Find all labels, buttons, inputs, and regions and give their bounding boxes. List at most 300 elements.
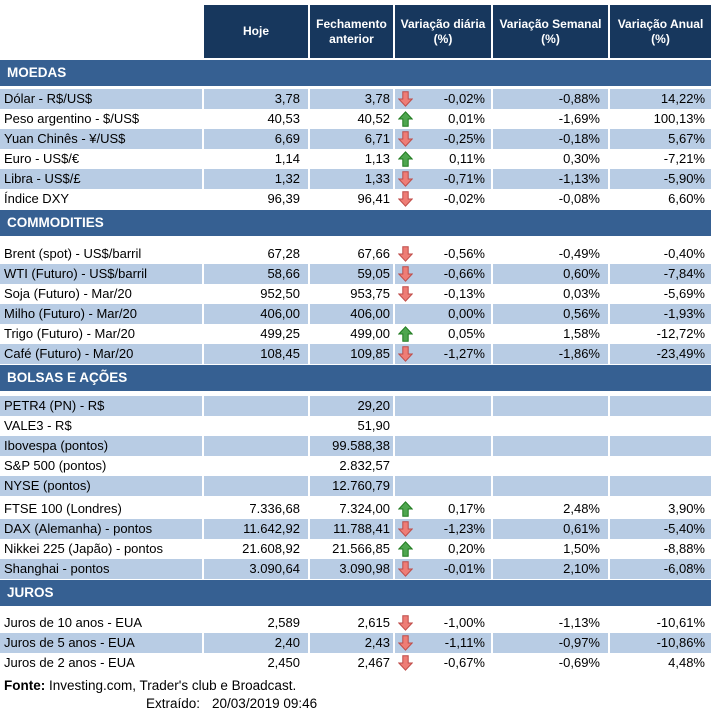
cell-value: -1,13% xyxy=(558,171,600,186)
cell-value: -0,08% xyxy=(558,191,600,206)
cell-var_semanal xyxy=(493,653,610,673)
cell-value: -0,02% xyxy=(443,191,485,206)
cell-var_semanal xyxy=(493,436,610,456)
cell-value: Dólar - R$/US$ xyxy=(4,91,93,106)
cell-var_anual xyxy=(610,613,711,633)
table-row-s-p-500-pontos xyxy=(0,456,711,476)
cell-value: 2,589 xyxy=(267,615,300,630)
cell-hoje xyxy=(204,559,310,579)
table-row-yuan-chin-s-us xyxy=(0,129,711,149)
cell-var_anual xyxy=(610,476,711,496)
cell-value: 7.324,00 xyxy=(339,501,390,516)
cell-var_semanal xyxy=(493,499,610,519)
cell-value: 499,00 xyxy=(350,326,390,341)
cell-value: 1,14 xyxy=(274,151,300,166)
cell-var_diaria xyxy=(395,324,493,344)
cell-var_semanal xyxy=(493,559,610,579)
cell-label xyxy=(0,284,204,304)
cell-var_anual xyxy=(610,284,711,304)
cell-value: WTI (Futuro) - US$/barril xyxy=(4,266,148,281)
cell-var_diaria xyxy=(395,244,493,264)
cell-value: 29,20 xyxy=(357,398,390,413)
down-arrow-icon xyxy=(398,521,413,537)
cell-hoje xyxy=(204,304,310,324)
cell-label xyxy=(0,436,204,456)
cell-value: Soja (Futuro) - Mar/20 xyxy=(4,286,132,301)
down-arrow-icon xyxy=(398,171,413,187)
header-hoje: Hoje xyxy=(204,5,310,58)
cell-fechamento xyxy=(310,169,395,189)
cell-value: 0,56% xyxy=(563,306,600,321)
cell-hoje xyxy=(204,149,310,169)
cell-value: 3.090,64 xyxy=(249,561,300,576)
table-row-ftse-100-londres xyxy=(0,499,711,519)
cell-value: 67,66 xyxy=(357,246,390,261)
cell-fechamento xyxy=(310,189,395,209)
cell-var_diaria xyxy=(395,129,493,149)
cell-label xyxy=(0,344,204,364)
cell-value: 1,58% xyxy=(563,326,600,341)
cell-var_semanal xyxy=(493,324,610,344)
down-arrow-icon xyxy=(398,615,413,631)
cell-value: 2,43 xyxy=(364,635,390,650)
up-arrow-icon xyxy=(398,151,413,167)
cell-fechamento xyxy=(310,539,395,559)
cell-var_anual xyxy=(610,344,711,364)
footer xyxy=(0,678,711,711)
cell-value: 96,39 xyxy=(267,191,300,206)
cell-label xyxy=(0,89,204,109)
cell-value: -5,40% xyxy=(663,521,705,536)
table-row-nikkei-225-jap-o-pontos xyxy=(0,539,711,559)
cell-var_semanal xyxy=(493,109,610,129)
cell-var_semanal xyxy=(493,633,610,653)
cell-var_diaria xyxy=(395,169,493,189)
cell-value: 1,50% xyxy=(563,541,600,556)
cell-fechamento xyxy=(310,129,395,149)
cell-value: -0,88% xyxy=(558,91,600,106)
cell-value: S&P 500 (pontos) xyxy=(4,458,107,473)
cell-hoje xyxy=(204,396,310,416)
cell-var_diaria xyxy=(395,304,493,324)
cell-var_diaria xyxy=(395,284,493,304)
cell-var_anual xyxy=(610,89,711,109)
table-row-d-lar-r-us xyxy=(0,89,711,109)
cell-var_diaria xyxy=(395,89,493,109)
header-fechamento-anterior: Fechamento anterior xyxy=(310,5,395,58)
cell-value: Índice DXY xyxy=(4,191,70,206)
cell-var_diaria xyxy=(395,149,493,169)
cell-var_diaria xyxy=(395,539,493,559)
table-row-euro-us xyxy=(0,149,711,169)
cell-value: 12.760,79 xyxy=(332,478,390,493)
cell-var_semanal xyxy=(493,89,610,109)
cell-var_anual xyxy=(610,539,711,559)
cell-var_diaria xyxy=(395,436,493,456)
cell-hoje xyxy=(204,129,310,149)
cell-fechamento xyxy=(310,559,395,579)
cell-fechamento xyxy=(310,344,395,364)
cell-hoje xyxy=(204,539,310,559)
cell-var_semanal xyxy=(493,149,610,169)
cell-fechamento xyxy=(310,89,395,109)
cell-var_anual xyxy=(610,499,711,519)
cell-var_anual xyxy=(610,129,711,149)
cell-hoje xyxy=(204,189,310,209)
cell-var_semanal xyxy=(493,613,610,633)
cell-value: -0,66% xyxy=(443,266,485,281)
cell-label xyxy=(0,613,204,633)
cell-value: FTSE 100 (Londres) xyxy=(4,501,122,516)
cell-value: 59,05 xyxy=(357,266,390,281)
cell-value: PETR4 (PN) - R$ xyxy=(4,398,105,413)
cell-value: 2,467 xyxy=(357,655,390,670)
cell-fechamento xyxy=(310,284,395,304)
section-header-commodities: COMMODITIES xyxy=(0,210,711,236)
cell-value: Nikkei 225 (Japão) - pontos xyxy=(4,541,163,556)
cell-value: -5,90% xyxy=(663,171,705,186)
cell-value: -0,97% xyxy=(558,635,600,650)
cell-fechamento xyxy=(310,436,395,456)
cell-fechamento xyxy=(310,476,395,496)
cell-var_semanal xyxy=(493,396,610,416)
cell-fechamento xyxy=(310,149,395,169)
cell-var_anual xyxy=(610,456,711,476)
cell-var_semanal xyxy=(493,456,610,476)
cell-value: DAX (Alemanha) - pontos xyxy=(4,521,153,536)
cell-var_semanal xyxy=(493,129,610,149)
cell-label xyxy=(0,456,204,476)
cell-var_semanal xyxy=(493,519,610,539)
cell-value: -0,69% xyxy=(558,655,600,670)
table-row-juros-de-10-anos-eua xyxy=(0,613,711,633)
table-row-nyse-pontos xyxy=(0,476,711,496)
cell-var_anual xyxy=(610,633,711,653)
section-header-bolsas-e-a-es: BOLSAS E AÇÕES xyxy=(0,365,711,391)
table-row-shanghai-pontos xyxy=(0,559,711,579)
table-body xyxy=(0,60,711,673)
cell-value: Trigo (Futuro) - Mar/20 xyxy=(4,326,135,341)
cell-fechamento xyxy=(310,499,395,519)
cell-value: 0,11% xyxy=(449,151,485,166)
table-row-caf-futuro-mar-20 xyxy=(0,344,711,364)
cell-hoje xyxy=(204,436,310,456)
section-rows xyxy=(0,89,711,209)
down-arrow-icon xyxy=(398,346,413,362)
cell-var_semanal xyxy=(493,264,610,284)
cell-fechamento xyxy=(310,109,395,129)
source-text: Investing.com, Trader's club e Broadcast. xyxy=(45,678,297,693)
cell-hoje xyxy=(204,456,310,476)
section-bolsas-e-a-es xyxy=(0,365,711,579)
down-arrow-icon xyxy=(398,286,413,302)
cell-value: -7,84% xyxy=(663,266,705,281)
cell-value: 21.566,85 xyxy=(332,541,390,556)
cell-value: -1,23% xyxy=(443,521,485,536)
cell-value: -1,27% xyxy=(443,346,485,361)
header-variacao-diaria: Variação diária (%) xyxy=(395,5,493,58)
cell-value: -8,88% xyxy=(663,541,705,556)
down-arrow-icon xyxy=(398,635,413,651)
cell-value: -1,00% xyxy=(443,615,485,630)
cell-value: -1,69% xyxy=(558,111,600,126)
section-moedas xyxy=(0,60,711,209)
table-row-petr4-pn-r xyxy=(0,396,711,416)
cell-var_diaria xyxy=(395,519,493,539)
cell-value: -1,86% xyxy=(558,346,600,361)
cell-value: 3,90% xyxy=(668,501,705,516)
cell-var_anual xyxy=(610,653,711,673)
cell-label xyxy=(0,539,204,559)
cell-var_anual xyxy=(610,304,711,324)
cell-hoje xyxy=(204,169,310,189)
cell-label xyxy=(0,519,204,539)
cell-value: -1,11% xyxy=(444,635,485,650)
cell-value: Milho (Futuro) - Mar/20 xyxy=(4,306,137,321)
cell-value: 96,41 xyxy=(357,191,390,206)
up-arrow-icon xyxy=(398,326,413,342)
cell-hoje xyxy=(204,324,310,344)
cell-value: -0,67% xyxy=(443,655,485,670)
cell-fechamento xyxy=(310,396,395,416)
down-arrow-icon xyxy=(398,91,413,107)
cell-label xyxy=(0,324,204,344)
cell-value: -1,93% xyxy=(663,306,705,321)
cell-value: 0,05% xyxy=(448,326,485,341)
cell-fechamento xyxy=(310,264,395,284)
cell-value: 2,615 xyxy=(357,615,390,630)
cell-var_anual xyxy=(610,519,711,539)
cell-var_diaria xyxy=(395,396,493,416)
cell-label xyxy=(0,149,204,169)
cell-fechamento xyxy=(310,244,395,264)
cell-value: 3,78 xyxy=(364,91,390,106)
cell-value: 11.642,92 xyxy=(243,521,300,536)
cell-value: 51,90 xyxy=(357,418,390,433)
cell-var_anual xyxy=(610,436,711,456)
cell-value: 2,40 xyxy=(274,635,300,650)
cell-fechamento xyxy=(310,324,395,344)
cell-value: 2,450 xyxy=(267,655,300,670)
cell-value: 0,00% xyxy=(448,306,485,321)
cell-hoje xyxy=(204,264,310,284)
cell-fechamento xyxy=(310,519,395,539)
cell-value: -0,71% xyxy=(443,171,485,186)
cell-value: 109,85 xyxy=(350,346,390,361)
cell-label xyxy=(0,304,204,324)
cell-var_anual xyxy=(610,324,711,344)
header-variacao-anual: Variação Anual (%) xyxy=(610,5,711,58)
cell-var_semanal xyxy=(493,244,610,264)
cell-var_anual xyxy=(610,109,711,129)
cell-value: -6,08% xyxy=(663,561,705,576)
cell-value: 406,00 xyxy=(350,306,390,321)
table-row-milho-futuro-mar-20 xyxy=(0,304,711,324)
cell-value: -0,56% xyxy=(443,246,485,261)
cell-label xyxy=(0,633,204,653)
cell-value: 2,10% xyxy=(563,561,600,576)
extracted-label: Extraído: xyxy=(146,696,201,711)
cell-value: Brent (spot) - US$/barril xyxy=(4,246,142,261)
cell-label xyxy=(0,169,204,189)
cell-value: 2.832,57 xyxy=(339,458,390,473)
cell-value: Ibovespa (pontos) xyxy=(4,438,109,453)
down-arrow-icon xyxy=(398,191,413,207)
cell-value: -0,25% xyxy=(443,131,485,146)
down-arrow-icon xyxy=(398,246,413,262)
table-row-brent-spot-us-barril xyxy=(0,244,711,264)
cell-value: 0,20% xyxy=(448,541,485,556)
section-header-moedas: MOEDAS xyxy=(0,60,711,86)
cell-hoje xyxy=(204,613,310,633)
cell-fechamento xyxy=(310,456,395,476)
cell-value: -1,13% xyxy=(558,615,600,630)
cell-value: -0,13% xyxy=(443,286,485,301)
cell-var_diaria xyxy=(395,189,493,209)
cell-value: Euro - US$/€ xyxy=(4,151,80,166)
cell-var_anual xyxy=(610,169,711,189)
table-row-libra-us xyxy=(0,169,711,189)
table-row-dax-alemanha-pontos xyxy=(0,519,711,539)
cell-value: Café (Futuro) - Mar/20 xyxy=(4,346,134,361)
cell-value: 0,03% xyxy=(563,286,600,301)
cell-value: Juros de 5 anos - EUA xyxy=(4,635,135,650)
cell-var_diaria xyxy=(395,344,493,364)
table-header-row xyxy=(0,5,711,58)
up-arrow-icon xyxy=(398,501,413,517)
cell-hoje xyxy=(204,499,310,519)
cell-var_diaria xyxy=(395,456,493,476)
table-row-juros-de-5-anos-eua xyxy=(0,633,711,653)
cell-var_anual xyxy=(610,416,711,436)
cell-value: Juros de 2 anos - EUA xyxy=(4,655,135,670)
cell-value: Juros de 10 anos - EUA xyxy=(4,615,143,630)
cell-value: 0,61% xyxy=(563,521,600,536)
cell-value: 40,52 xyxy=(357,111,390,126)
cell-var_semanal xyxy=(493,189,610,209)
cell-value: Libra - US$/£ xyxy=(4,171,81,186)
cell-var_diaria xyxy=(395,476,493,496)
header-empty-cell xyxy=(0,5,204,58)
cell-value: -0,02% xyxy=(443,91,485,106)
table-row-soja-futuro-mar-20 xyxy=(0,284,711,304)
down-arrow-icon xyxy=(398,131,413,147)
cell-value: 5,67% xyxy=(668,131,705,146)
cell-value: 953,75 xyxy=(350,286,390,301)
down-arrow-icon xyxy=(398,266,413,282)
cell-hoje xyxy=(204,284,310,304)
cell-fechamento xyxy=(310,613,395,633)
cell-value: 100,13% xyxy=(653,111,705,126)
cell-value: 6,60% xyxy=(668,191,705,206)
cell-value: -0,49% xyxy=(558,246,600,261)
cell-value: -12,72% xyxy=(656,326,705,341)
cell-hoje xyxy=(204,633,310,653)
cell-var_diaria xyxy=(395,613,493,633)
cell-value: 1,32 xyxy=(274,171,300,186)
cell-var_diaria xyxy=(395,559,493,579)
cell-var_anual xyxy=(610,264,711,284)
cell-fechamento xyxy=(310,653,395,673)
cell-fechamento xyxy=(310,304,395,324)
cell-value: 40,53 xyxy=(267,111,300,126)
cell-var_semanal xyxy=(493,169,610,189)
section-juros xyxy=(0,580,711,673)
cell-value: 0,17% xyxy=(448,501,485,516)
cell-var_semanal xyxy=(493,539,610,559)
cell-value: 952,50 xyxy=(260,286,300,301)
cell-var_anual xyxy=(610,396,711,416)
cell-value: 3.090,98 xyxy=(339,561,390,576)
cell-var_diaria xyxy=(395,499,493,519)
cell-value: NYSE (pontos) xyxy=(4,478,91,493)
cell-hoje xyxy=(204,109,310,129)
cell-value: Yuan Chinês - ¥/US$ xyxy=(4,131,126,146)
cell-value: 3,78 xyxy=(274,91,300,106)
cell-value: 6,71 xyxy=(364,131,390,146)
cell-var_semanal xyxy=(493,304,610,324)
cell-value: -10,86% xyxy=(656,635,705,650)
section-rows xyxy=(0,396,711,579)
cell-value: 108,45 xyxy=(260,346,300,361)
cell-var_diaria xyxy=(395,264,493,284)
cell-label xyxy=(0,559,204,579)
source-label: Fonte: xyxy=(4,678,46,693)
cell-var_anual xyxy=(610,149,711,169)
cell-value: -5,69% xyxy=(663,286,705,301)
cell-hoje xyxy=(204,416,310,436)
cell-hoje xyxy=(204,653,310,673)
cell-value: 2,48% xyxy=(563,501,600,516)
cell-value: 406,00 xyxy=(260,306,300,321)
cell-label xyxy=(0,189,204,209)
down-arrow-icon xyxy=(398,655,413,671)
cell-fechamento xyxy=(310,416,395,436)
cell-value: 11.788,41 xyxy=(333,521,390,536)
table-row-peso-argentino-us xyxy=(0,109,711,129)
cell-value: 67,28 xyxy=(267,246,300,261)
up-arrow-icon xyxy=(398,541,413,557)
cell-hoje xyxy=(204,89,310,109)
cell-value: Shanghai - pontos xyxy=(4,561,110,576)
cell-value: -7,21% xyxy=(663,151,705,166)
table-row-juros-de-2-anos-eua xyxy=(0,653,711,673)
cell-label xyxy=(0,653,204,673)
cell-value: -10,61% xyxy=(656,615,705,630)
cell-var_semanal xyxy=(493,344,610,364)
cell-value: -0,01% xyxy=(443,561,485,576)
cell-value: -23,49% xyxy=(656,346,705,361)
table-row-trigo-futuro-mar-20 xyxy=(0,324,711,344)
cell-value: 14,22% xyxy=(660,91,705,106)
cell-value: 0,60% xyxy=(563,266,600,281)
table-row-vale3-r xyxy=(0,416,711,436)
up-arrow-icon xyxy=(398,111,413,127)
cell-var_anual xyxy=(610,189,711,209)
cell-hoje xyxy=(204,519,310,539)
cell-value: 7.336,68 xyxy=(249,501,300,516)
cell-value: VALE3 - R$ xyxy=(4,418,72,433)
cell-var_diaria xyxy=(395,416,493,436)
cell-var_diaria xyxy=(395,109,493,129)
extracted-datetime: 20/03/2019 09:46 xyxy=(212,696,318,711)
cell-value: 499,25 xyxy=(260,326,300,341)
cell-var_semanal xyxy=(493,476,610,496)
cell-label xyxy=(0,109,204,129)
table-row-ndice-dxy xyxy=(0,189,711,209)
cell-value: -0,40% xyxy=(663,246,705,261)
cell-var_semanal xyxy=(493,416,610,436)
